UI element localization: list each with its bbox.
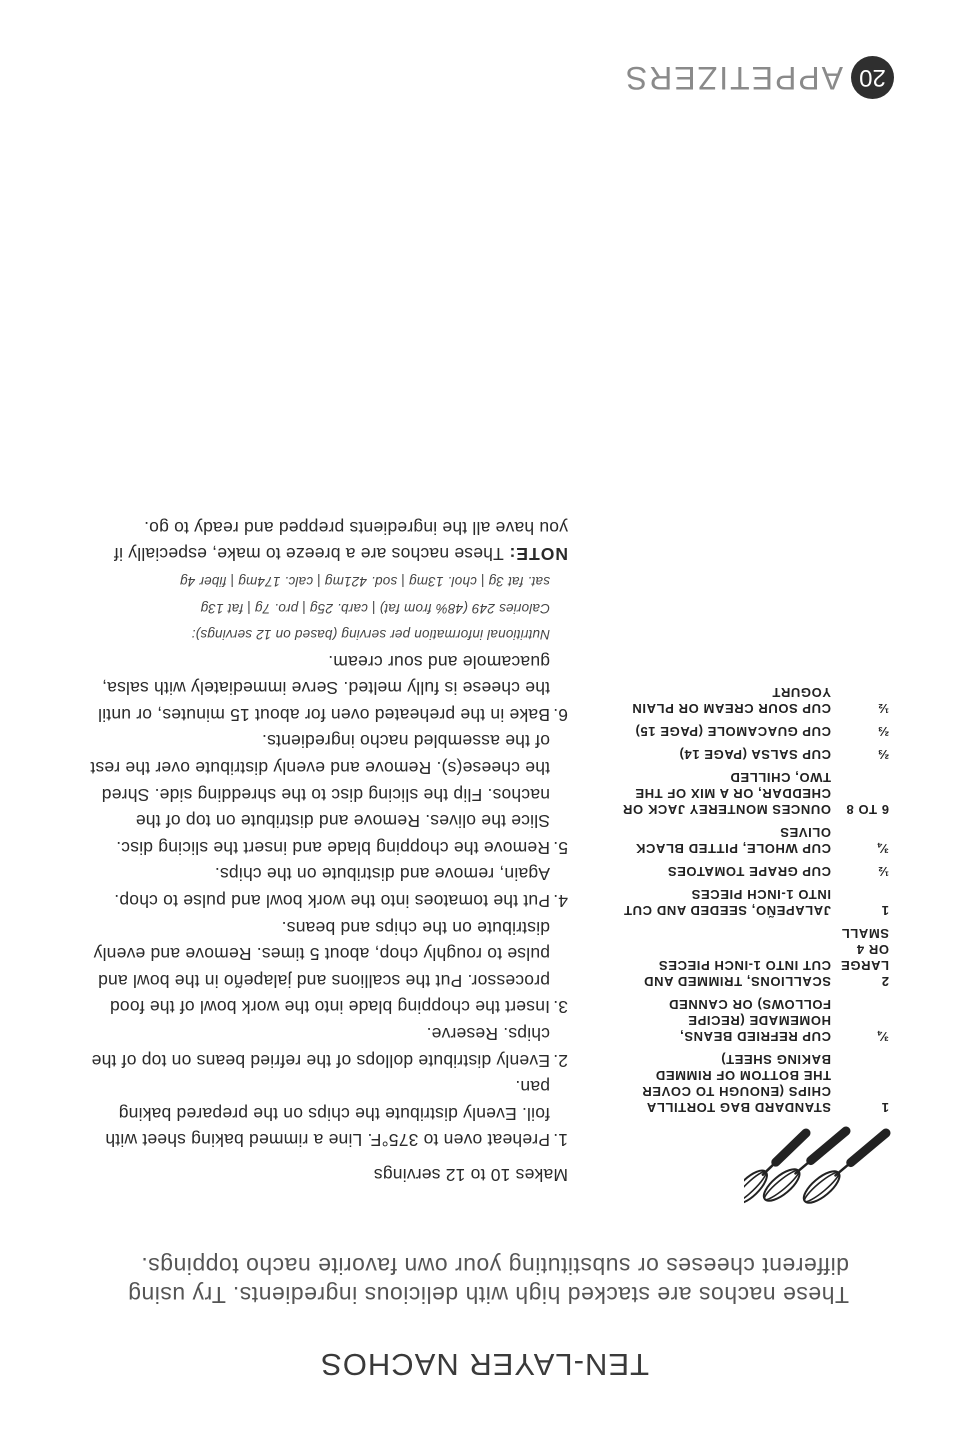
- ingredient-item: [619, 746, 889, 762]
- step-text: Put the tomatoes into the work bowl and pulse to chop. Again, remove and distribute on the chips.: [114, 864, 550, 912]
- ingredient-description: CUP SALSA (PAGE 14): [678, 747, 831, 762]
- ingredient-quantity: 1: [881, 1100, 889, 1115]
- steps-list: [82, 648, 568, 1153]
- ingredient-item: [619, 824, 889, 856]
- ingredient-item: [619, 863, 889, 879]
- step-item: [82, 1020, 568, 1073]
- ingredient-description: STANDARD BAG TORTILLA CHIPS (ENOUGH TO COVER THE BOTTOM OF RIMMED BAKING SHEET): [641, 1052, 831, 1115]
- ingredient-quantity: ½: [877, 864, 889, 879]
- ingredient-quantity: 1: [881, 903, 889, 918]
- step-text: Insert the chopping blade into the work bowl of the food processor. Put the scallions and jalapeño in the bowl and pulse to roughly chop, about 5 times. Remove and evenly distribute on the chips and beans.: [93, 917, 550, 1018]
- whisk-icon: [744, 1126, 894, 1241]
- section-name: APPETIZERS: [623, 60, 843, 96]
- page-footer: [624, 56, 894, 99]
- step-item: [82, 1074, 568, 1154]
- ingredient-item: [619, 925, 889, 989]
- step-text: Bake in the preheated oven for about 15 minutes, or until the cheese is fully melted. Serve immediately with salsa, guacamole and sour cream.: [97, 651, 550, 725]
- nutrition-line: Calories 249 (48% from fat) | carb. 25g | pro. 7g | fat 13g: [200, 600, 550, 616]
- recipe-title: TEN-LAYER NACHOS: [320, 1347, 649, 1383]
- note-text: These nachos are a breeze to make, especially if you have all the ingredients prepped and ready to go.: [113, 517, 568, 565]
- recipe-note: [82, 514, 568, 567]
- step-number: 1.: [553, 1130, 568, 1151]
- step-item: [82, 728, 568, 861]
- nutrition-info: [82, 567, 568, 647]
- ingredients-list: [619, 677, 889, 1115]
- recipe-yield: Makes 10 to 12 servings: [373, 1165, 568, 1185]
- ingredient-description: CUP REFRIED BEANS, HOMEMADE (RECIPE FOLLOWS) OR CANNED: [668, 997, 831, 1044]
- ingredient-description: CUP WHOLE, PITTED BLACK OLIVES: [635, 825, 831, 856]
- note-label: NOTE:: [508, 544, 568, 565]
- ingredient-quantity: ¾: [877, 1029, 889, 1044]
- ingredient-quantity: ¾: [877, 841, 889, 856]
- ingredient-description: SCALLIONS, TRIMMED AND CUT INTO 1-INCH PIECES: [643, 958, 831, 989]
- recipe-intro: These nachos are stacked high with delicious ingredients. Try using different cheeses or substituting your own favorite nacho toppings.: [127, 1253, 849, 1308]
- ingredient-item: [619, 996, 889, 1044]
- step-number: 2.: [553, 1050, 568, 1071]
- ingredient-description: JALAPEÑO, SEEDED AND CUT INTO 1-INCH PIECES: [623, 887, 831, 918]
- ingredient-item: [619, 1051, 889, 1115]
- ingredient-item: [619, 723, 889, 739]
- ingredient-description: CUP SOUR CREAM OR PLAIN YOGURT: [631, 685, 831, 716]
- ingredient-description: CUP GRAPE TOMATOES: [667, 864, 831, 879]
- ingredient-item: [619, 886, 889, 918]
- ingredient-item: [619, 769, 889, 817]
- step-number: 6.: [553, 704, 568, 725]
- ingredient-description: CUP GUACAMOLE (PAGE 15): [634, 724, 831, 739]
- ingredient-item: [619, 684, 889, 716]
- step-item: [82, 861, 568, 914]
- step-text: Evenly distribute dollops of the refried beans on top of the chips. Reserve.: [91, 1024, 550, 1071]
- nutrition-line: sat. fat 3g | chol. 13mg | sod. 421mg | calc. 174mg | fiber 4g: [179, 573, 550, 589]
- step-number: 4.: [553, 891, 568, 912]
- ingredient-quantity: 6 TO 8: [845, 802, 889, 817]
- step-text: Preheat oven to 375°F. Line a rimmed baking sheet with foil. Evenly distribute the chips on the prepared baking pan.: [105, 1077, 550, 1151]
- step-item: [82, 648, 568, 728]
- page-number: 20: [851, 56, 894, 99]
- ingredient-quantity: 2 LARGE OR 4 SMALL: [840, 926, 889, 989]
- ingredient-quantity: ⅔: [877, 747, 889, 762]
- step-number: 5.: [553, 837, 568, 858]
- ingredient-quantity: ⅔: [877, 724, 889, 739]
- ingredient-quantity: ½: [877, 701, 889, 716]
- step-item: [82, 914, 568, 1020]
- nutrition-heading: Nutritional information per serving (based on 12 servings):: [191, 627, 550, 643]
- method-column: [82, 497, 568, 1188]
- step-number: 3.: [553, 997, 568, 1018]
- ingredient-description: OUNCES MONTEREY JACK OR CHEDDAR, OR A MIX OF THE TWO, CHILLED: [622, 770, 831, 817]
- step-text: Remove the chopping blade and insert the slicing disc. Slice the olives. Remove and distribute on top of the nachos. Flip the slicing disc to the shredding side. Shred the cheese(s). Remove and evenly distribute over the rest of the assembled nacho ingredients.: [90, 731, 550, 858]
